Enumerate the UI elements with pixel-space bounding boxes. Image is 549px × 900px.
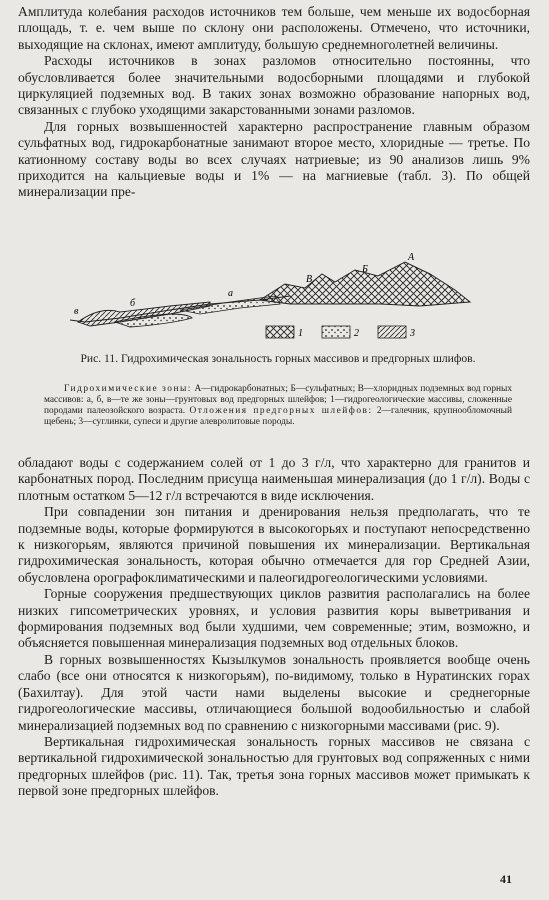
legend-body-2: 2—галечник, крупнообломочный щебень; 3—суглинки, супеси и другие алевролитовые породы. — [44, 406, 512, 427]
legend-lead-2: Отложения предгорных шлейфов: — [189, 406, 373, 416]
paragraph: Для горных возвышенностей характерно распространение главным образом сульфатных вод, гидрокарбонатные занимают второе место, хлоридные — третье. По катионному составу воды во всех случаях натриевые; из 90 анализов лишь 9% приходится на кальциевые воды и 1% — на магниевые (табл. 3). По общей минерализации пре- — [18, 118, 530, 200]
paragraph: Горные сооружения предшествующих циклов развития располагались на более низких гипсометрических уровнях, и условия развития коры выветривания и формирования подземных вод были худшими, чем современные; этим, возможно, и объясняется повышенная минерализация подземных вод отдельных блоков. — [18, 586, 530, 651]
legend-lead: Гидрохимические зоны: — [64, 384, 192, 394]
zone-label-a: а — [228, 288, 233, 299]
legend-box-1 — [266, 326, 294, 338]
figure-caption: Рис. 11. Гидрохимическая зональность горных массивов и предгорных шлифов. — [80, 352, 476, 365]
zone-label-b: б — [130, 298, 136, 309]
paragraph: Расходы источников в зонах разломов относительно постоянны, что обусловливается более значительными водосборными площадями и глубокой циркуляцией подземных вод. В таких зонах возможно образование напорных вод, связанных с глубоко уходящими закарстованными зонами разломов. — [18, 53, 530, 118]
zone-label-A: А — [408, 252, 415, 263]
legend-box-2 — [322, 326, 350, 338]
bottom-text-block — [18, 455, 530, 800]
legend-number-1: 1 — [298, 328, 303, 339]
paragraph: В горных возвышенностях Кызылкумов зональность проявляется вообще очень слабо (все они относятся к низкогорьям), по-видимому, только в Нуратинских горах (Бахилтау). Для этой части нами выделены высокие и среднегорные гидрогеологические массивы, отличающиеся большой водообильностью и слабой минерализацией подземных вод по сравнению с низкогорными массивами (рис. 9). — [18, 651, 530, 733]
legend-box-3 — [378, 326, 406, 338]
paragraph: Вертикальная гидрохимическая зональность горных массивов не связана с вертикальной гидрохимической зональностью для грунтовых вод сопряженных с ними предгорных шлейфов (рис. 11). Так, третья зона горных массивов может примыкать к первой зоне предгорных шлейфов. — [18, 733, 530, 799]
paragraph: При совпадении зон питания и дренирования нельзя предполагать, что те подземные воды, которые формируются в высокогорьях и поступают непосредственно к низкогорьям, являются причиной повышения их минерализации. Вертикальная гидрохимическая зональность, которая обычно отмечается для гор Средней Азии, обусловлена орографоклиматическими и палеогидрогеологическими условиями. — [18, 504, 530, 585]
legend-number-3: 3 — [410, 328, 415, 339]
paragraph: Амплитуда колебания расходов источников тем больше, чем меньше их водосборная площадь, т. е. чем выше по склону они расположены. Отмечено, что источники, выходящие на склонах, имеют амплитуду, большую среднемноголетней величины. — [18, 4, 530, 52]
legend-body: А—гидрокарбонатных; Б—сульфатных; В—хлоридных подземных вод горных массивов: а, б, в—те же зоны—грунтовых вод предгорных шлейфов; 1—гидрогеологические массивы, сложенные породами палеозойского возраста. — [44, 384, 513, 416]
zone-label-V: В — [306, 274, 313, 285]
zone-label-B: Б — [362, 264, 368, 275]
figure-legend — [44, 384, 512, 428]
legend-number-2: 2 — [354, 328, 359, 339]
zone-label-v: в — [74, 306, 79, 317]
page-number: 41 — [500, 872, 512, 886]
paragraph: обладают воды с содержанием солей от 1 до 3 г/л, что характерно для гранитов и карбонатных пород. Последним присуща наименьшая минерализация (до 1 г/л). Воды с плотным остатком 5—12 г/л встречаются в виде исключения. — [18, 455, 530, 503]
top-text-block — [18, 4, 530, 201]
figure-11-diagram — [60, 252, 480, 352]
